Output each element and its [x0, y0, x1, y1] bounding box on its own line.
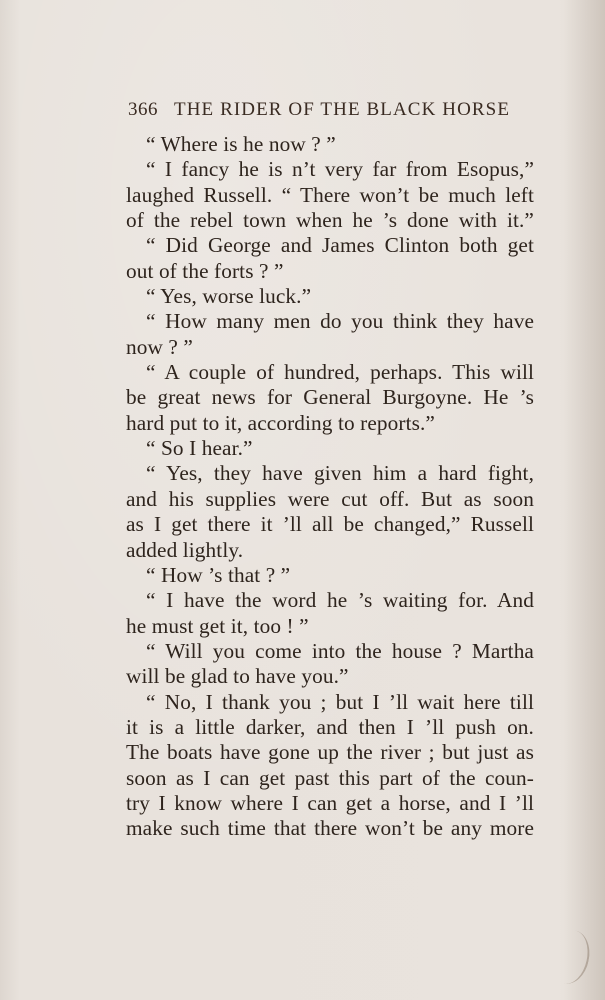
text-line: “ I fancy he is n’t very far from Esopus,” — [146, 157, 534, 182]
text-line: soon as I can get past this part of the coun- — [126, 765, 534, 790]
text-line: try I know where I can get a horse, and I ’ll — [126, 790, 534, 815]
text-line: make such time that there won’t be any more — [126, 816, 534, 841]
text-line: out of the forts ? ” — [126, 258, 284, 283]
text-line: “ Where is he now ? ” — [146, 132, 336, 156]
text-line: will be glad to have you.” — [126, 664, 349, 689]
text-line: he must get it, too ! ” — [126, 613, 309, 638]
text-line: “ Did George and James Clinton both get — [146, 233, 534, 258]
page-edge-shadow — [565, 0, 605, 1000]
page-header — [128, 99, 523, 125]
text-line: laughed Russell. “ There won’t be much left — [126, 182, 534, 207]
text-line: added lightly. — [126, 537, 244, 562]
page-number: 366 — [128, 99, 158, 120]
page-body-text — [126, 132, 534, 842]
text-line: “ I have the word he ’s waiting for. And — [146, 588, 534, 613]
text-line: now ? ” — [126, 334, 193, 359]
text-line: as I get there it ’ll all be changed,” Russell — [126, 512, 534, 537]
text-line: of the rebel town when he ’s done with it.” — [126, 208, 534, 233]
text-line: “ Yes, worse luck.” — [146, 284, 312, 309]
text-line: “ So I hear.” — [146, 436, 253, 461]
text-line: “ A couple of hundred, perhaps. This will — [146, 360, 534, 385]
text-line: “ Yes, they have given him a hard fight, — [146, 461, 534, 486]
text-line: and his supplies were cut off. But as soon — [126, 486, 534, 511]
text-line: “ Will you come into the house ? Martha — [146, 638, 534, 663]
text-line: be great news for General Burgoyne. He ’s — [126, 385, 534, 410]
text-line: it is a little darker, and then I ’ll push on. — [126, 714, 534, 739]
text-line: The boats have gone up the river ; but just as — [126, 740, 534, 765]
text-line: “ No, I thank you ; but I ’ll wait here till — [146, 689, 534, 714]
text-line: “ How ’s that ? ” — [146, 562, 291, 587]
text-line: “ How many men do you think they have — [146, 309, 534, 334]
text-line: hard put to it, according to reports.” — [126, 410, 435, 435]
running-head: THE RIDER OF THE BLACK HORSE — [174, 99, 511, 120]
